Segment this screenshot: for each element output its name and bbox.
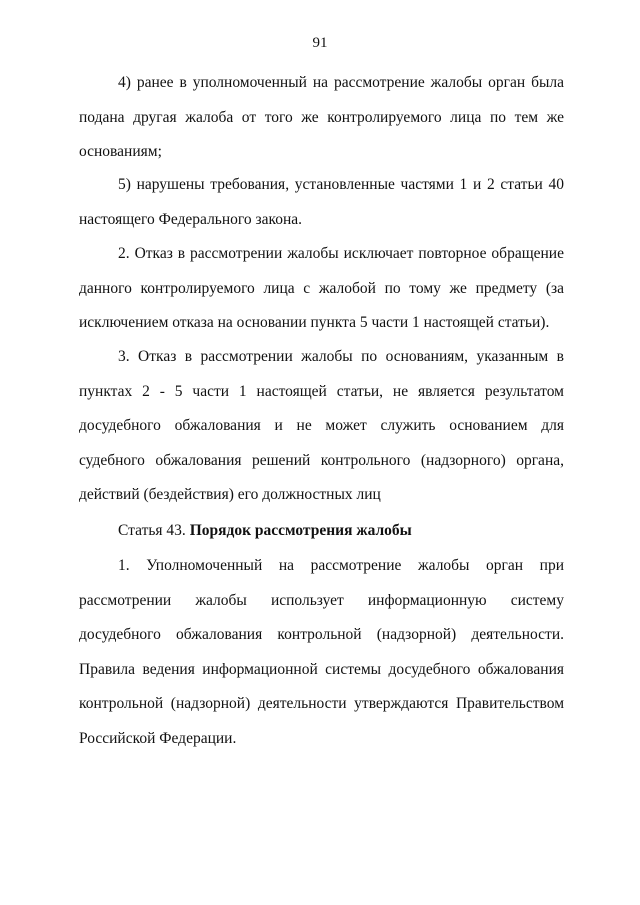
paragraph-article-43-clause-1: 1. Уполномоченный на рассмотрение жалобы орган при рассмотрении жалобы использует информационную систему досудебного обжалования контрольной (надзорной) деятельности. Правила ведения информационной системы досудебного обжалования контрольной (надзорной) деятельности утверждаются Правительством Российской Федерации. [79, 557, 564, 747]
paragraph-item-4: 4) ранее в уполномоченный на рассмотрение жалобы орган была подана другая жалоба от того же контролируемого лица по тем же основаниям; [79, 74, 564, 161]
page-number: 91 [312, 35, 328, 51]
paragraph-clause-3: 3. Отказ в рассмотрении жалобы по основаниям, указанным в пунктах 2 - 5 части 1 настоящей статьи, не является результатом досудебного обжалования и не может служить основанием для судебного обжалования решений контрольного (надзорного) органа, действий (бездействия) его должностных лиц [79, 348, 564, 504]
article-number: Статья 43. [118, 522, 190, 539]
article-heading [118, 514, 412, 548]
paragraph-item-5: 5) нарушены требования, установленные частями 1 и 2 статьи 40 настоящего Федерального закона. [79, 176, 564, 228]
article-title: Порядок рассмотрения жалобы [189, 522, 412, 539]
paragraph-clause-2: 2. Отказ в рассмотрении жалобы исключает повторное обращение данного контролируемого лица с жалобой по тому же предмету (за исключением отказа на основании пункта 5 части 1 настоящей статьи). [79, 245, 564, 332]
